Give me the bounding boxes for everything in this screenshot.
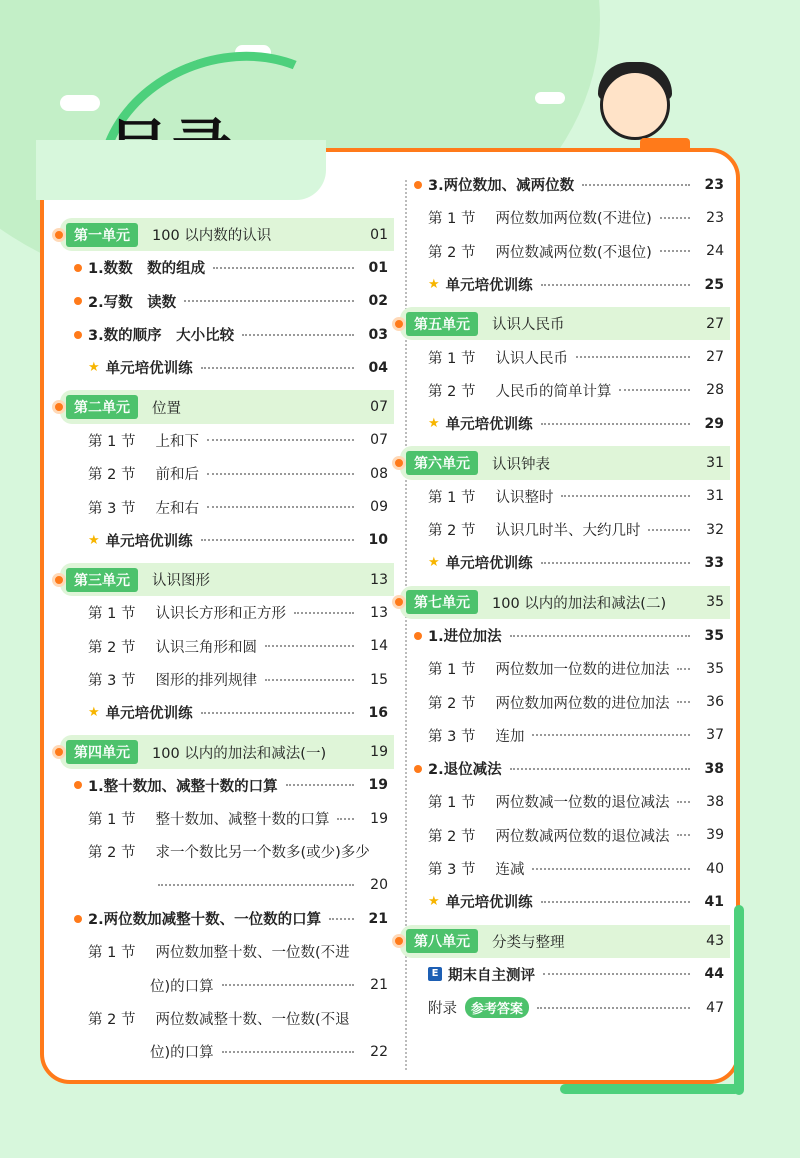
leader-dots [265, 645, 354, 647]
unit-bullet-icon [52, 573, 66, 587]
page-number: 20 [370, 877, 388, 894]
section-title-continued: 位)的口算 [150, 1045, 214, 1062]
toc-entry[interactable] [60, 285, 394, 318]
page-number: 31 [706, 455, 724, 472]
toc-entry[interactable] [60, 835, 394, 868]
leader-dots [207, 439, 354, 441]
section-number: 第 3 节 [428, 728, 476, 745]
exam-title: 期末自主测评 [448, 967, 535, 984]
toc-entry[interactable] [400, 268, 730, 301]
topic-title: 1.数数 数的组成 [88, 261, 206, 278]
star-icon: ★ [428, 416, 440, 432]
frame-cutout [36, 140, 326, 200]
section-title: 两位数减一位数的退位减法 [495, 795, 670, 812]
unit-title: 位置 [152, 400, 181, 417]
toc-entry[interactable] [60, 935, 394, 968]
leader-dots [158, 884, 354, 886]
toc-entry[interactable] [60, 318, 394, 351]
leader-dots [543, 973, 690, 975]
page-number: 29 [704, 415, 724, 432]
training-title: 单元培优训练 [445, 278, 533, 295]
page-number: 21 [368, 910, 388, 927]
leader-dots [576, 356, 690, 358]
page-number: 43 [706, 933, 724, 950]
leader-dots [201, 712, 354, 714]
toc-entry[interactable] [400, 819, 730, 852]
unit-badge: 第七单元 [406, 590, 478, 614]
unit-title: 100 以内数的认识 [152, 228, 272, 245]
leader-dots [541, 901, 690, 903]
leader-dots [294, 612, 354, 614]
unit-bullet-icon [392, 456, 406, 470]
orange-dot-icon [74, 297, 82, 305]
section-title: 前和后 [155, 467, 199, 484]
section-number: 第 2 节 [428, 695, 476, 712]
toc-entry[interactable] [400, 340, 730, 373]
page-number: 21 [370, 977, 388, 994]
topic-title: 1.进位加法 [428, 629, 502, 645]
topic-title: 3.数的顺序 大小比较 [88, 328, 235, 345]
training-title: 单元培优训练 [445, 895, 533, 912]
page-number: 15 [370, 671, 388, 688]
orange-dot-icon [74, 331, 82, 339]
toc-entry[interactable] [400, 752, 730, 785]
answer-badge: 参考答案 [465, 997, 529, 1018]
section-number: 第 3 节 [428, 862, 476, 879]
toc-entry[interactable] [400, 652, 730, 685]
section-title: 两位数加整十数、一位数(不进 [155, 945, 350, 962]
toc-entry[interactable] [400, 586, 730, 619]
toc-entry[interactable] [60, 351, 394, 384]
page-number: 14 [370, 638, 388, 655]
page-number: 24 [706, 243, 724, 260]
page-number: 35 [704, 627, 724, 644]
leader-dots [329, 918, 354, 920]
topic-title: 2.退位减法 [428, 762, 502, 779]
page-number: 10 [368, 532, 388, 549]
section-title: 认识长方形和正方形 [155, 606, 286, 623]
star-icon: ★ [88, 705, 100, 721]
section-number: 第 1 节 [88, 433, 136, 450]
page-number: 41 [704, 893, 724, 910]
green-edge-decoration [560, 1084, 740, 1094]
section-number: 第 1 节 [428, 211, 476, 228]
toc-entry[interactable] [60, 902, 394, 935]
page-number: 02 [368, 293, 388, 310]
toc-entry[interactable] [60, 630, 394, 663]
section-title: 连加 [495, 728, 525, 745]
unit-badge: 第四单元 [66, 740, 138, 764]
section-title: 两位数加两位数(不进位) [495, 211, 652, 228]
orange-dot-icon [414, 181, 422, 189]
toc-entry[interactable] [60, 457, 394, 490]
toc-entry[interactable] [400, 374, 730, 407]
toc-entry[interactable] [60, 696, 394, 729]
training-title: 单元培优训练 [105, 361, 193, 378]
toc-entry[interactable] [400, 480, 730, 513]
toc-entry[interactable] [60, 735, 394, 768]
unit-badge: 第五单元 [406, 312, 478, 336]
leader-dots [222, 984, 354, 986]
unit-title: 100 以内的加法和减法(二) [492, 595, 667, 612]
page-number: 22 [370, 1043, 388, 1060]
leader-dots [541, 562, 690, 564]
page-number: 07 [370, 432, 388, 449]
page-number: 19 [368, 777, 388, 794]
leader-dots [677, 834, 690, 836]
toc-entry[interactable] [400, 235, 730, 268]
section-title: 求一个数比另一个数多(或少)多少 [155, 845, 370, 862]
unit-bullet-icon [52, 745, 66, 759]
leader-dots [213, 267, 354, 269]
leader-dots [207, 506, 354, 508]
section-title: 认识整时 [495, 489, 554, 506]
unit-badge: 第一单元 [66, 223, 138, 247]
topic-title: 3.两位数加、减两位数 [428, 178, 575, 195]
page-number: 23 [704, 176, 724, 193]
page-number: 03 [368, 326, 388, 343]
topic-title: 2.两位数加减整十数、一位数的口算 [88, 912, 322, 929]
leader-dots [677, 668, 690, 670]
toc-entry[interactable] [60, 1035, 394, 1068]
section-title: 整十数加、减整十数的口算 [155, 812, 330, 829]
topic-title: 1.整十数加、减整十数的口算 [88, 778, 278, 795]
page-number: 27 [706, 315, 724, 332]
section-title: 两位数减整十数、一位数(不退 [155, 1011, 350, 1028]
leader-dots [532, 868, 690, 870]
leader-dots [201, 539, 354, 541]
toc-right-column [400, 168, 730, 1024]
section-number: 第 1 节 [88, 812, 136, 829]
page-number: 07 [370, 399, 388, 416]
unit-bullet-icon [392, 595, 406, 609]
toc-entry[interactable] [60, 969, 394, 1002]
cloud-decoration [535, 92, 565, 104]
toc-entry[interactable] [60, 524, 394, 557]
toc-entry[interactable] [60, 218, 394, 251]
training-title: 单元培优训练 [105, 706, 193, 723]
section-title: 上和下 [155, 433, 199, 450]
cartoon-boy-icon [600, 70, 670, 140]
page-number: 04 [368, 359, 388, 376]
page-number: 19 [370, 810, 388, 827]
toc-entry[interactable] [400, 925, 730, 958]
unit-title: 认识人民币 [492, 317, 565, 334]
leader-dots [619, 389, 690, 391]
orange-dot-icon [74, 781, 82, 789]
section-title: 两位数减两位数(不退位) [495, 244, 652, 261]
section-title: 连减 [495, 862, 525, 879]
page-number: 27 [706, 349, 724, 366]
page-number: 19 [370, 744, 388, 761]
section-title: 认识几时半、大约几时 [495, 523, 641, 540]
section-number: 第 2 节 [428, 383, 476, 400]
star-icon: ★ [88, 360, 100, 376]
toc-left-column [60, 212, 394, 1068]
leader-dots [660, 250, 690, 252]
leader-dots [582, 184, 690, 186]
section-number: 第 1 节 [88, 945, 136, 962]
unit-title: 100 以内的加法和减法(一) [152, 745, 327, 762]
toc-entry[interactable] [400, 685, 730, 718]
toc-entry[interactable] [400, 785, 730, 818]
section-title: 认识三角形和圆 [155, 639, 257, 656]
toc-entry[interactable] [60, 769, 394, 802]
page-number: 39 [706, 827, 724, 844]
unit-bullet-icon [392, 934, 406, 948]
section-title-continued: 位)的口算 [150, 978, 214, 995]
toc-entry[interactable] [60, 663, 394, 696]
toc-entry[interactable] [400, 407, 730, 440]
page-number: 40 [706, 860, 724, 877]
appendix-label: 附录 [428, 1001, 457, 1018]
leader-dots [286, 784, 354, 786]
leader-dots [561, 495, 690, 497]
page-number: 38 [704, 760, 724, 777]
page-number: 28 [706, 382, 724, 399]
toc-entry[interactable] [60, 424, 394, 457]
orange-dot-icon [414, 632, 422, 640]
orange-dot-icon [74, 264, 82, 272]
unit-bullet-icon [52, 400, 66, 414]
section-title: 左和右 [155, 500, 199, 517]
orange-dot-icon [74, 915, 82, 923]
toc-entry[interactable] [400, 307, 730, 340]
leader-dots [541, 284, 690, 286]
toc-entry[interactable] [400, 201, 730, 234]
page-number: 01 [368, 259, 388, 276]
green-edge-decoration [734, 905, 744, 1095]
page-number: 31 [706, 488, 724, 505]
page-number: 35 [706, 594, 724, 611]
toc-entry[interactable] [60, 596, 394, 629]
section-number: 第 2 节 [88, 639, 136, 656]
toc-entry[interactable] [400, 446, 730, 479]
section-number: 第 2 节 [88, 467, 136, 484]
leader-dots [184, 300, 354, 302]
leader-dots [648, 529, 690, 531]
leader-dots [510, 768, 690, 770]
page-number: 08 [370, 465, 388, 482]
exam-icon: E [428, 967, 442, 981]
page-number: 33 [704, 554, 724, 571]
page-number: 01 [370, 226, 388, 243]
section-number: 第 2 节 [428, 244, 476, 261]
toc-entry[interactable] [400, 958, 730, 991]
section-number: 第 2 节 [88, 1011, 136, 1028]
page-number: 23 [706, 209, 724, 226]
star-icon: ★ [428, 894, 440, 910]
topic-title: 2.写数 读数 [88, 294, 177, 311]
toc-entry[interactable] [400, 885, 730, 918]
unit-bullet-icon [392, 317, 406, 331]
unit-badge: 第三单元 [66, 568, 138, 592]
leader-dots [207, 473, 354, 475]
leader-dots [532, 734, 690, 736]
star-icon: ★ [428, 555, 440, 571]
toc-entry[interactable] [400, 168, 730, 201]
section-title: 人民币的简单计算 [495, 383, 612, 400]
page-number: 13 [370, 604, 388, 621]
unit-title: 认识钟表 [492, 456, 550, 473]
page-number: 37 [706, 727, 724, 744]
section-title: 认识人民币 [495, 350, 568, 367]
section-title: 图形的排列规律 [155, 673, 257, 689]
toc-entry[interactable] [400, 619, 730, 652]
section-number: 第 1 节 [88, 606, 136, 623]
section-number: 第 2 节 [428, 828, 476, 845]
leader-dots [222, 1051, 354, 1053]
unit-badge: 第二单元 [66, 395, 138, 419]
leader-dots [265, 679, 354, 681]
unit-badge: 第八单元 [406, 929, 478, 953]
leader-dots [677, 701, 690, 703]
section-number: 第 2 节 [88, 845, 136, 862]
section-title: 两位数加一位数的进位加法 [495, 662, 670, 679]
section-number: 第 1 节 [428, 350, 476, 367]
toc-entry[interactable] [400, 991, 730, 1024]
page-number: 25 [704, 276, 724, 293]
page-number: 35 [706, 660, 724, 677]
training-title: 单元培优训练 [105, 533, 193, 550]
page-number: 38 [706, 793, 724, 810]
unit-bullet-icon [52, 228, 66, 242]
section-title: 两位数加两位数的进位加法 [495, 695, 670, 712]
section-title: 两位数减两位数的退位减法 [495, 828, 670, 845]
section-number: 第 2 节 [428, 523, 476, 540]
page-number: 09 [370, 499, 388, 516]
toc-entry[interactable] [60, 390, 394, 423]
leader-dots [660, 217, 690, 219]
toc-entry[interactable] [60, 1002, 394, 1035]
page-number: 47 [706, 999, 724, 1016]
unit-title: 认识图形 [152, 573, 210, 590]
training-title: 单元培优训练 [445, 556, 533, 573]
page-number: 16 [368, 704, 388, 721]
toc-entry[interactable] [60, 802, 394, 835]
page-number: 36 [706, 694, 724, 711]
toc-entry[interactable] [60, 563, 394, 596]
toc-entry[interactable] [400, 546, 730, 579]
page-number: 32 [706, 521, 724, 538]
section-number: 第 3 节 [88, 673, 136, 689]
star-icon: ★ [88, 532, 100, 548]
cloud-decoration [60, 95, 100, 111]
toc-entry[interactable] [60, 490, 394, 523]
page-number: 44 [704, 966, 724, 983]
leader-dots [677, 801, 690, 803]
unit-title: 分类与整理 [492, 934, 565, 951]
toc-entry[interactable] [60, 251, 394, 284]
unit-badge: 第六单元 [406, 451, 478, 475]
section-number: 第 1 节 [428, 795, 476, 812]
leader-dots [510, 635, 690, 637]
section-number: 第 3 节 [88, 500, 136, 517]
toc-entry[interactable] [60, 869, 394, 902]
orange-dot-icon [414, 765, 422, 773]
leader-dots [337, 818, 354, 820]
toc-entry[interactable] [400, 513, 730, 546]
leader-dots [541, 423, 690, 425]
section-number: 第 1 节 [428, 489, 476, 506]
page-number: 13 [370, 571, 388, 588]
toc-entry[interactable] [400, 719, 730, 752]
star-icon: ★ [428, 277, 440, 293]
section-number: 第 1 节 [428, 662, 476, 679]
leader-dots [242, 334, 354, 336]
training-title: 单元培优训练 [445, 417, 533, 434]
leader-dots [537, 1007, 690, 1009]
toc-entry[interactable] [400, 852, 730, 885]
leader-dots [201, 367, 354, 369]
